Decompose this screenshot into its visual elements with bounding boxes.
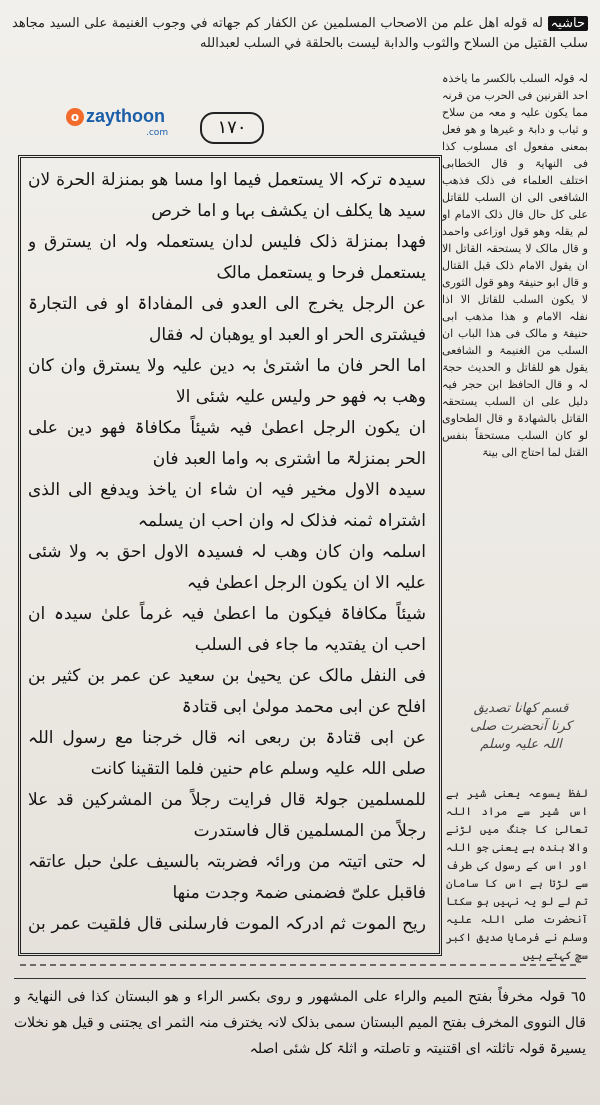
- logo-subtext: .com: [146, 128, 169, 138]
- footnote-text-2: قولہ تاثلتہ ای اقتنیتہ و تاصلتہ و اثلۃ کل شئی اصلہ: [249, 1041, 545, 1057]
- top-annotation: [12, 14, 588, 58]
- main-text-line: ریح الموت ثم ادرکہ الموت فارسلنی قال فلقیت عمر بن: [28, 914, 426, 934]
- logo-mark-icon: o: [66, 108, 84, 126]
- top-annotation-label: حاشیہ: [548, 16, 588, 31]
- urdu-side-note: لفظ یسوعہ یعنی شیر ہے اس شیر سے مراد اللہ تعالیٰ کا جنگ میں لڑنے والا بندہ ہے یعنی جو اللہ اور اس کے رسول کی طرف سے لڑتا ہے اس کا سامان تم لے لو یہ نہیں ہو سکتا آنحضرت صلی اللہ علیہ وسلم نے فرمایا صدیق اکبر سچ کہتے ہیں: [446, 787, 588, 962]
- main-text-line: عن الرجل یخرج الی العدو فی المفاداۃ او فی التجارۃ فیشتری الحر او العبد او یوھبان لہ فقال: [28, 294, 426, 345]
- top-annotation-text: له قوله اهل علم من الاصحاب المسلمين عن الكفار كم جهاته في وجوب الغنيمة على السيد مجاهد سلب القتيل من السلاح والثوب والدابة ليست بالحلقة في السلب لعبدالله: [12, 16, 588, 51]
- watermark-logo: [66, 106, 186, 146]
- main-text-line: شیئاً مکافاۃ فیکون ما اعطیٰ فیہ غرماً علیٰ سیدہ ان احب ان یفتدیہ ما جاء فی السلب: [28, 604, 426, 655]
- main-text-body: [28, 165, 426, 940]
- main-text-line: لہ حتی اتیتہ من ورائہ فضربتہ بالسیف علیٰ حبل عاتقہ فاقبل علیّ فضمنی ضمۃ وجدت منھا: [28, 852, 426, 903]
- main-text-line: ان یکون الرجل اعطیٰ فیہ شیئاً مکافاۃ فھو دین علی الحر بمنزلۃ ما اشتری بہ واما العبد فان: [28, 418, 426, 469]
- main-text-line: سیدہ الاول مخیر فیہ ان شاء ان یاخذ ویدفع الی الذی اشتراہ ثمنہ فذلک لہ وان احب ان یسلمہ: [28, 480, 426, 531]
- footnote-rule: [14, 978, 586, 979]
- main-text-line: فی النفل مالک عن یحییٰ بن سعید عن عمر بن کثیر بن افلح عن ابی محمد مولیٰ ابی قتادۃ: [28, 666, 426, 717]
- footnote-text: ٦٥ قولہ مخرفاً بفتح المیم والراء علی المشھور و روی بکسر الراء و ھو البستان کذا فی النھایۃ و قال النووی المخرف بفتح المیم البستان سمی بذلک لانہ یخترف منہ الثمر ای یجتنی و قیل ھو نخلات یسیرۃ: [14, 989, 586, 1057]
- dashed-separator: [20, 960, 580, 970]
- margin-commentary: لہ قولہ السلب بالکسر ما یاخذہ احد القرنین فی الحرب من قرنہ مما یکون علیہ و معہ من سلاح و ثیاب و دابۃ و غیرھا و ھو فعل بمعنی مفعول ای مسلوب کذا فی النھایۃ و قال الخطابی اختلف العلماء فی ذلک فذھب الشافعی الی ان السلب للقاتل علی کل حال قال ذلک الامام او لم یقلہ وھو قول اوزاعی واحمد و قال مالک لا یستحقہ القاتل الا ان یقول الامام ذلک قبل القتال و قال ابو حنیفۃ وھو قول الثوری لا یکون السلب للقاتل الا اذا نفلہ الامام و ھذا مذھب ابی حنیفۃ و مالک فی ھذا الباب ان السلب من الغنیمۃ و الشافعی یقول ھو للقاتل و الحدیث حجۃ لہ و قال الحافظ ابن حجر فیہ دلیل علی ان السلب یستحقہ القاتل بالشھادۃ و قال الطحاوی لو کان السلب مستحقاً بنفس القتل لما احتاج الی بینۃ: [442, 72, 588, 459]
- main-text-line: فھدا بمنزلة ذلک فلیس لدان یستعملہ ولہ ان یسترق و یستعمل فرحا و یستعمل مالک: [28, 232, 426, 283]
- main-text-line: اما الحر فان ما اشتریٰ بہ دین علیہ ولا یسترق وان کان وھب بہ فھو حر ولیس علیہ شئی الا: [28, 356, 426, 407]
- main-text-line: عن ابی قتادۃ بن ربعی انہ قال خرجنا مع رسول اللہ صلی اللہ علیہ وسلم عام حنین فلما التقینا کانت: [28, 728, 426, 779]
- footnote-block: [14, 984, 586, 1074]
- main-text-line: اسلمہ وان کان وھب لہ فسیدہ الاول احق بہ ولا شئی علیہ الا ان یکون الرجل اعطیٰ فیہ: [28, 542, 426, 593]
- main-text-line: سیدہ ترکہ الا یستعمل فیما اوا مسا ھو بمنزلة الحرة لان سید ھا یکلف ان یکشف بہا و اما خرص: [28, 170, 426, 221]
- main-text-line: للمسلمین جولۃ قال فرایت رجلاً من المشرکین قد علا رجلاً من المسلمین قال فاستدرت: [28, 790, 426, 841]
- page-number: ١٧٠: [200, 112, 264, 144]
- logo-text: zaythoon: [86, 106, 165, 126]
- handwritten-note: قسم کھانا تصدیق کرنا آنحضرت صلی اللہ علیہ وسلم: [470, 701, 572, 752]
